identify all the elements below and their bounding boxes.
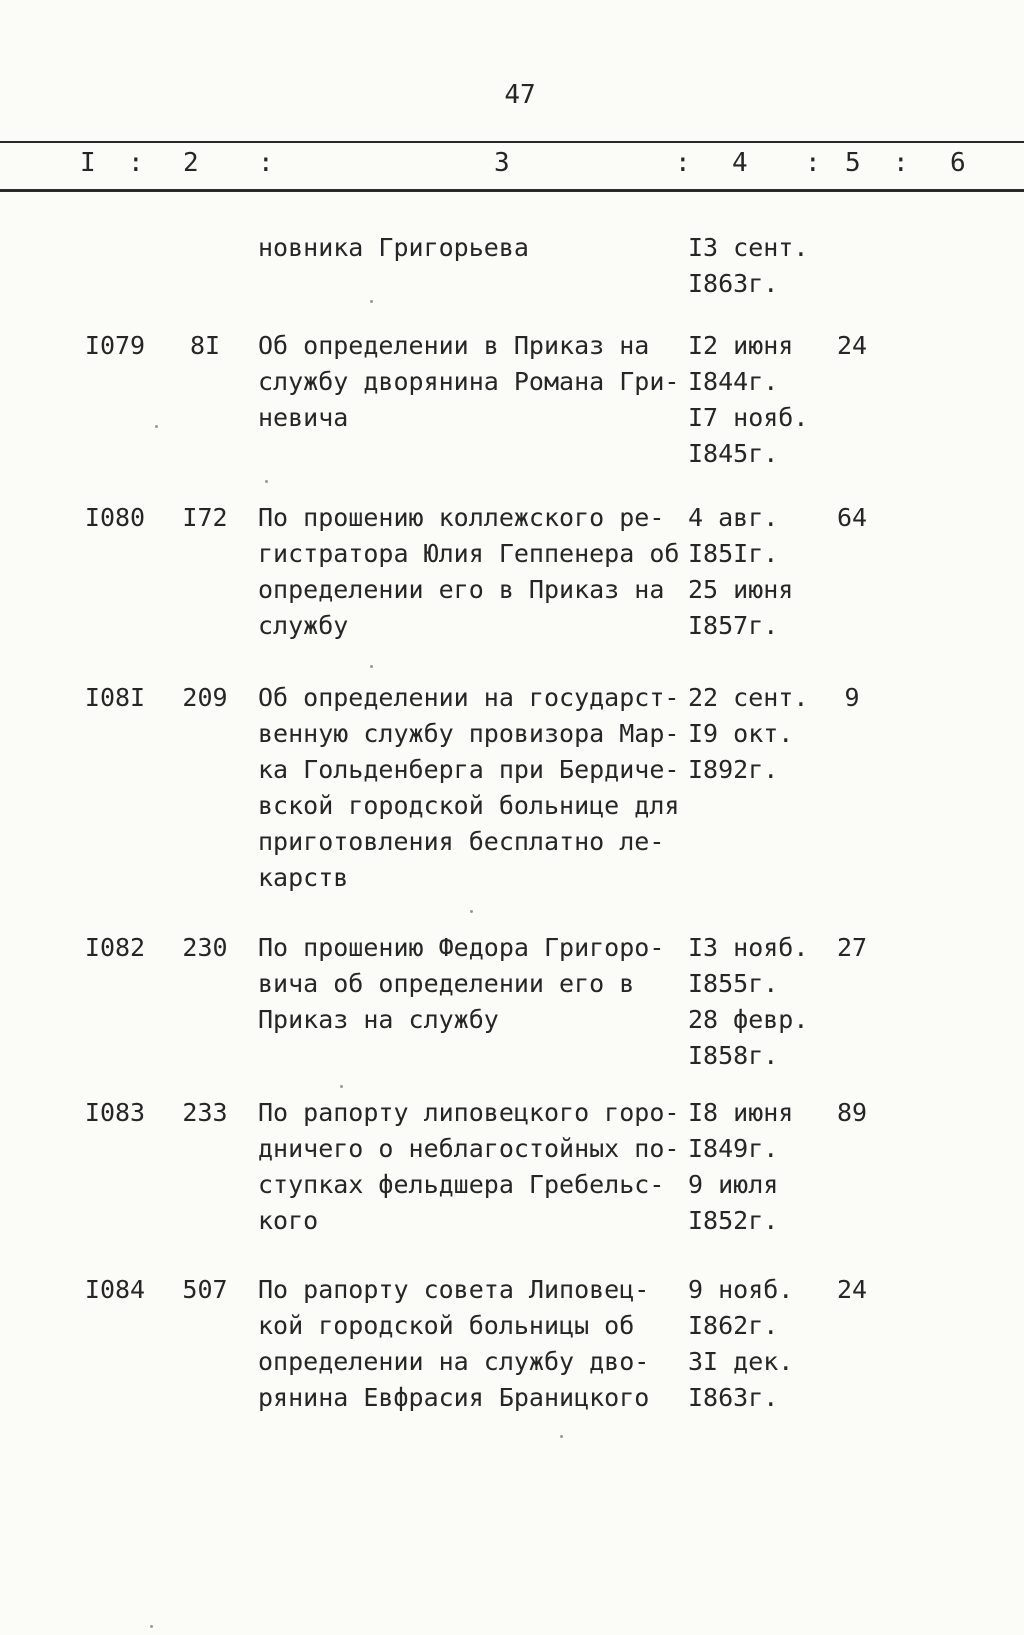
record-date-line: I855г. [688, 969, 779, 998]
record-title-line: приготовления бесплатно ле- [258, 827, 665, 856]
paper-speck [340, 1085, 343, 1088]
record-title-line: Об определении в Приказ на [258, 331, 650, 360]
record-title-line: новника Григорьева [258, 233, 529, 262]
record-date-line: 28 февр. [688, 1005, 809, 1034]
sheet-count: 64 [836, 503, 868, 532]
record-date-line: I845г. [688, 439, 779, 468]
record-date-line: I892г. [688, 755, 779, 784]
item-number: 507 [182, 1275, 228, 1304]
column-header-5: 5 [845, 148, 861, 178]
sheet-count: 27 [836, 933, 868, 962]
column-header-4: 4 [732, 148, 748, 178]
record-date-line: 3I дек. [688, 1347, 794, 1376]
column-separator: : [805, 148, 821, 178]
record-title [258, 230, 688, 266]
record-dates [688, 500, 818, 644]
record-dates [688, 930, 818, 1074]
record-title-line: Приказ на службу [258, 1005, 499, 1034]
record-title [258, 328, 688, 436]
paper-speck [470, 910, 473, 913]
sheet-count: 24 [836, 1275, 868, 1304]
record-number: I080 [84, 503, 146, 532]
column-header-2: 2 [183, 148, 199, 178]
record-dates [688, 1272, 818, 1416]
record-dates [688, 328, 818, 472]
record-date-line: I852г. [688, 1206, 779, 1235]
record-title [258, 1272, 688, 1416]
record-title-line: невича [258, 403, 349, 432]
item-number: 209 [182, 683, 228, 712]
page-number: 47 [504, 80, 536, 110]
column-header-6: 6 [950, 148, 966, 178]
record-title-line: По прошению Федора Григоро- [258, 933, 665, 962]
record-dates [688, 230, 818, 302]
record-title-line: рянина Евфрасия Браницкого [258, 1383, 650, 1412]
column-header-1: I [80, 148, 96, 178]
record-date-line: I857г. [688, 611, 779, 640]
record-dates [688, 1095, 818, 1239]
record-date-line: I862г. [688, 1311, 779, 1340]
item-number: I72 [182, 503, 228, 532]
record-number: I079 [84, 331, 146, 360]
sheet-count: 89 [836, 1098, 868, 1127]
record-title-line: ка Гольденберга при Бердиче- [258, 755, 680, 784]
column-header-row [0, 148, 1024, 186]
record-title [258, 1095, 688, 1239]
header-rule-bottom [0, 189, 1024, 192]
record-title-line: По рапорту совета Липовец- [258, 1275, 650, 1304]
record-date-line: I844г. [688, 367, 779, 396]
paper-speck [370, 665, 373, 668]
record-number: I084 [84, 1275, 146, 1304]
sheet-count: 9 [844, 683, 860, 712]
record-date-line: I8 июня [688, 1098, 794, 1127]
record-date-line: I7 нояб. [688, 403, 809, 432]
record-number: I082 [84, 933, 146, 962]
column-separator: : [675, 148, 691, 178]
item-number: 233 [182, 1098, 228, 1127]
paper-speck [155, 425, 158, 428]
item-number: 230 [182, 933, 228, 962]
record-date-line: I3 сент. [688, 233, 809, 262]
record-title [258, 680, 688, 896]
record-date-line: I849г. [688, 1134, 779, 1163]
column-separator: : [258, 148, 274, 178]
paper-speck [265, 480, 268, 483]
record-title-line: По рапорту липовецкого горо- [258, 1098, 680, 1127]
item-number: 8I [189, 331, 221, 360]
record-date-line: I9 окт. [688, 719, 794, 748]
record-title-line: Об определении на государст- [258, 683, 680, 712]
record-number: I083 [84, 1098, 146, 1127]
record-date-line: I2 июня [688, 331, 794, 360]
record-title-line: дничего о неблагостойных по- [258, 1134, 680, 1163]
record-title-line: карств [258, 863, 349, 892]
paper-speck [560, 1435, 563, 1438]
record-title-line: службу дворянина Романа Гри- [258, 367, 680, 396]
column-separator: : [893, 148, 909, 178]
record-dates [688, 680, 818, 788]
record-date-line: 4 авг. [688, 503, 779, 532]
record-title [258, 930, 688, 1038]
record-title-line: кого [258, 1206, 319, 1235]
record-title-line: кой городской больницы об [258, 1311, 635, 1340]
paper-speck [150, 1625, 153, 1628]
record-date-line: 9 нояб. [688, 1275, 794, 1304]
record-title-line: венную службу провизора Мар- [258, 719, 680, 748]
record-title-line: определении на службу дво- [258, 1347, 650, 1376]
column-header-3: 3 [494, 148, 510, 178]
record-title-line: вича об определении его в [258, 969, 635, 998]
record-title-line: определении его в Приказ на [258, 575, 665, 604]
record-date-line: I85Iг. [688, 539, 779, 568]
record-date-line: I858г. [688, 1041, 779, 1070]
record-title-line: гистратора Юлия Геппенера об [258, 539, 680, 568]
record-date-line: 22 сент. [688, 683, 809, 712]
record-title-line: ступках фельдшера Гребельс- [258, 1170, 665, 1199]
record-date-line: 25 июня [688, 575, 794, 604]
record-date-line: I3 нояб. [688, 933, 809, 962]
record-date-line: I863г. [688, 269, 779, 298]
column-separator: : [128, 148, 144, 178]
record-title-line: По прошению коллежского ре- [258, 503, 665, 532]
paper-speck [370, 300, 373, 303]
record-title-line: вской городской больнице для [258, 791, 680, 820]
record-number: I08I [84, 683, 146, 712]
record-title-line: службу [258, 611, 349, 640]
header-rule-top [0, 141, 1024, 143]
record-date-line: 9 июля [688, 1170, 779, 1199]
record-title [258, 500, 688, 644]
sheet-count: 24 [836, 331, 868, 360]
record-date-line: I863г. [688, 1383, 779, 1412]
